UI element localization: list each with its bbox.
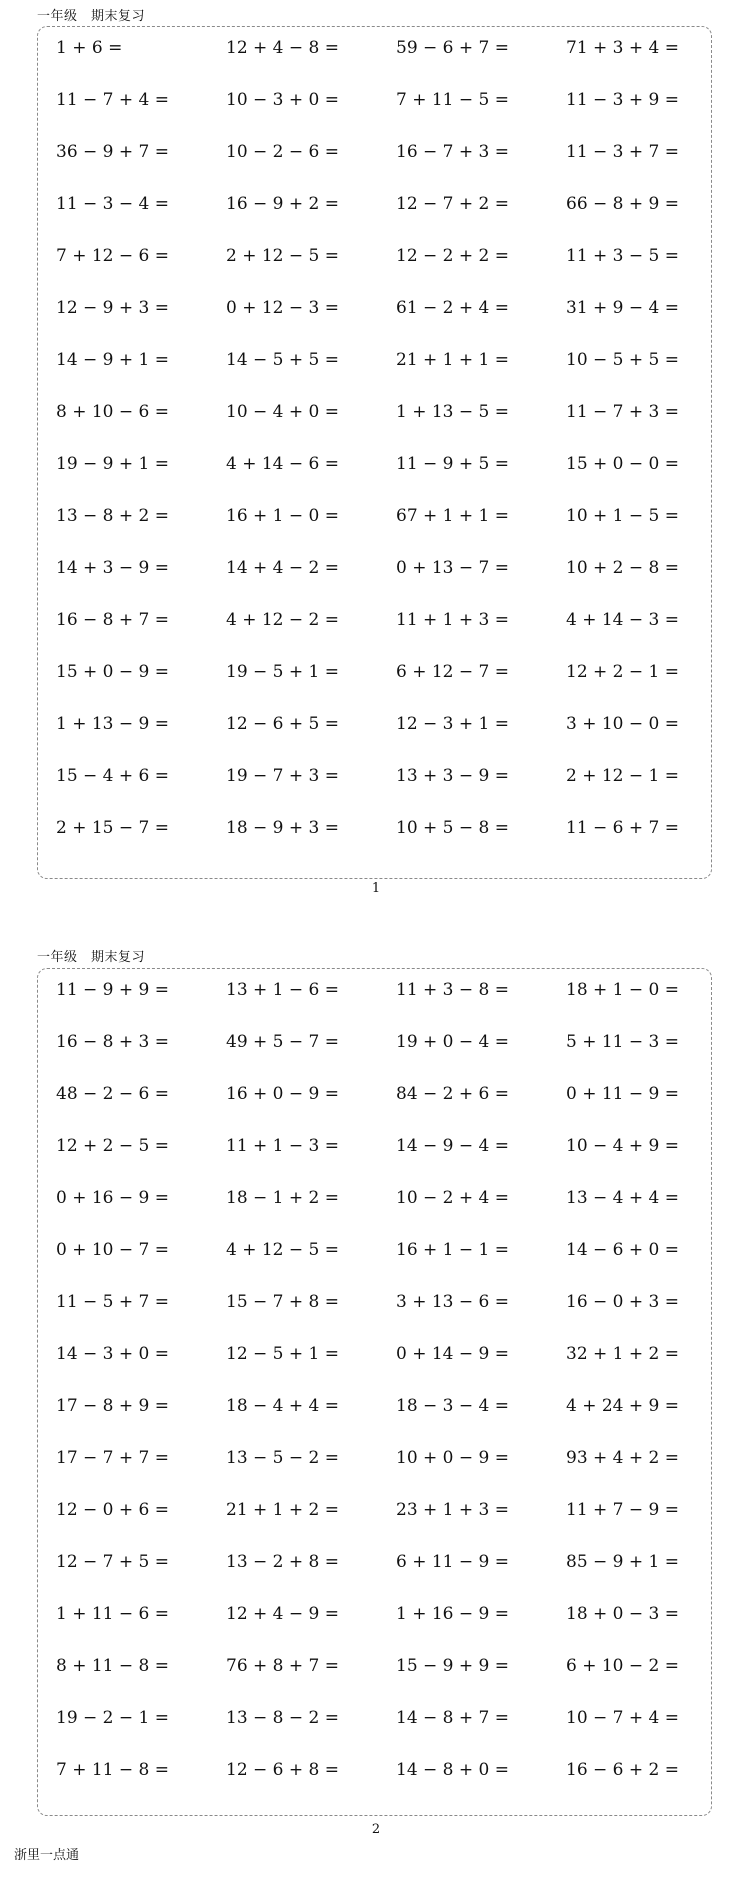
math-problem: 13 − 8 + 2 =	[56, 506, 170, 526]
math-problem: 18 + 1 − 0 =	[566, 980, 680, 1000]
math-problem: 3 + 10 − 0 =	[566, 714, 680, 734]
math-problem: 14 + 4 − 2 =	[226, 558, 340, 578]
math-problem: 8 + 11 − 8 =	[56, 1656, 170, 1676]
math-problem: 19 + 0 − 4 =	[396, 1032, 510, 1052]
math-problem: 11 − 6 + 7 =	[566, 818, 680, 838]
worksheet-page-2	[37, 968, 712, 1816]
math-problem: 5 + 11 − 3 =	[566, 1032, 680, 1052]
math-problem: 15 + 0 − 9 =	[56, 662, 170, 682]
math-problem: 14 − 3 + 0 =	[56, 1344, 170, 1364]
math-problem: 11 − 7 + 4 =	[56, 90, 170, 110]
math-problem: 12 − 2 + 2 =	[396, 246, 510, 266]
math-problem: 11 − 5 + 7 =	[56, 1292, 170, 1312]
math-problem: 4 + 12 − 5 =	[226, 1240, 340, 1260]
math-problem: 61 − 2 + 4 =	[396, 298, 510, 318]
math-problem: 2 + 12 − 1 =	[566, 766, 680, 786]
math-problem: 10 + 1 − 5 =	[566, 506, 680, 526]
math-problem: 11 − 3 − 4 =	[56, 194, 170, 214]
math-problem: 12 − 0 + 6 =	[56, 1500, 170, 1520]
math-problem: 10 − 5 + 5 =	[566, 350, 680, 370]
math-problem: 59 − 6 + 7 =	[396, 38, 510, 58]
problem-grid	[56, 37, 711, 869]
page-2-header: 一年级 期末复习	[37, 950, 146, 965]
math-problem: 16 − 6 + 2 =	[566, 1760, 680, 1780]
math-problem: 4 + 12 − 2 =	[226, 610, 340, 630]
math-problem: 14 − 8 + 0 =	[396, 1760, 510, 1780]
math-problem: 7 + 11 − 8 =	[56, 1760, 170, 1780]
math-problem: 84 − 2 + 6 =	[396, 1084, 510, 1104]
math-problem: 12 − 5 + 1 =	[226, 1344, 340, 1364]
math-problem: 12 − 9 + 3 =	[56, 298, 170, 318]
math-problem: 13 − 4 + 4 =	[566, 1188, 680, 1208]
math-problem: 0 + 11 − 9 =	[566, 1084, 680, 1104]
math-problem: 12 + 4 − 8 =	[226, 38, 340, 58]
math-problem: 17 − 7 + 7 =	[56, 1448, 170, 1468]
math-problem: 12 − 7 + 2 =	[396, 194, 510, 214]
math-problem: 48 − 2 − 6 =	[56, 1084, 170, 1104]
math-problem: 11 + 1 + 3 =	[396, 610, 510, 630]
math-problem: 16 − 7 + 3 =	[396, 142, 510, 162]
math-problem: 21 + 1 + 2 =	[226, 1500, 340, 1520]
math-problem: 12 + 2 − 1 =	[566, 662, 680, 682]
math-problem: 11 − 9 + 5 =	[396, 454, 510, 474]
math-problem: 4 + 14 − 3 =	[566, 610, 680, 630]
page-1-header: 一年级 期末复习	[37, 9, 146, 24]
math-problem: 6 + 11 − 9 =	[396, 1552, 510, 1572]
math-problem: 13 + 1 − 6 =	[226, 980, 340, 1000]
math-problem: 0 + 16 − 9 =	[56, 1188, 170, 1208]
math-problem: 1 + 11 − 6 =	[56, 1604, 170, 1624]
math-problem: 4 + 24 + 9 =	[566, 1396, 680, 1416]
math-problem: 14 − 6 + 0 =	[566, 1240, 680, 1260]
math-problem: 16 − 8 + 3 =	[56, 1032, 170, 1052]
math-problem: 10 + 0 − 9 =	[396, 1448, 510, 1468]
math-problem: 13 − 8 − 2 =	[226, 1708, 340, 1728]
math-problem: 16 + 1 − 1 =	[396, 1240, 510, 1260]
math-problem: 6 + 10 − 2 =	[566, 1656, 680, 1676]
math-problem: 16 + 1 − 0 =	[226, 506, 340, 526]
math-problem: 0 + 10 − 7 =	[56, 1240, 170, 1260]
math-problem: 15 − 9 + 9 =	[396, 1656, 510, 1676]
math-problem: 10 − 2 + 4 =	[396, 1188, 510, 1208]
math-problem: 8 + 10 − 6 =	[56, 402, 170, 422]
math-problem: 11 − 3 + 9 =	[566, 90, 680, 110]
math-problem: 14 + 3 − 9 =	[56, 558, 170, 578]
page-number: 1	[371, 881, 381, 896]
math-problem: 14 − 9 − 4 =	[396, 1136, 510, 1156]
math-problem: 13 − 2 + 8 =	[226, 1552, 340, 1572]
math-problem: 18 − 1 + 2 =	[226, 1188, 340, 1208]
math-problem: 2 + 15 − 7 =	[56, 818, 170, 838]
math-problem: 10 + 5 − 8 =	[396, 818, 510, 838]
math-problem: 66 − 8 + 9 =	[566, 194, 680, 214]
math-problem: 15 − 4 + 6 =	[56, 766, 170, 786]
math-problem: 32 + 1 + 2 =	[566, 1344, 680, 1364]
math-problem: 16 − 9 + 2 =	[226, 194, 340, 214]
math-problem: 11 + 7 − 9 =	[566, 1500, 680, 1520]
math-problem: 21 + 1 + 1 =	[396, 350, 510, 370]
math-problem: 19 − 2 − 1 =	[56, 1708, 170, 1728]
math-problem: 10 + 2 − 8 =	[566, 558, 680, 578]
math-problem: 0 + 14 − 9 =	[396, 1344, 510, 1364]
math-problem: 11 − 7 + 3 =	[566, 402, 680, 422]
math-problem: 16 − 8 + 7 =	[56, 610, 170, 630]
footer-brand: 浙里一点通	[14, 1848, 80, 1863]
math-problem: 10 − 3 + 0 =	[226, 90, 340, 110]
math-problem: 11 + 1 − 3 =	[226, 1136, 340, 1156]
math-problem: 6 + 12 − 7 =	[396, 662, 510, 682]
math-problem: 36 − 9 + 7 =	[56, 142, 170, 162]
math-problem: 19 − 5 + 1 =	[226, 662, 340, 682]
math-problem: 23 + 1 + 3 =	[396, 1500, 510, 1520]
math-problem: 2 + 12 − 5 =	[226, 246, 340, 266]
math-problem: 3 + 13 − 6 =	[396, 1292, 510, 1312]
math-problem: 76 + 8 + 7 =	[226, 1656, 340, 1676]
math-problem: 16 − 0 + 3 =	[566, 1292, 680, 1312]
math-problem: 93 + 4 + 2 =	[566, 1448, 680, 1468]
math-problem: 0 + 12 − 3 =	[226, 298, 340, 318]
math-problem: 1 + 6 =	[56, 38, 123, 58]
math-problem: 12 − 3 + 1 =	[396, 714, 510, 734]
math-problem: 1 + 16 − 9 =	[396, 1604, 510, 1624]
math-problem: 1 + 13 − 5 =	[396, 402, 510, 422]
math-problem: 10 − 2 − 6 =	[226, 142, 340, 162]
math-problem: 12 − 7 + 5 =	[56, 1552, 170, 1572]
math-problem: 19 − 7 + 3 =	[226, 766, 340, 786]
math-problem: 18 + 0 − 3 =	[566, 1604, 680, 1624]
math-problem: 12 − 6 + 5 =	[226, 714, 340, 734]
math-problem: 49 + 5 − 7 =	[226, 1032, 340, 1052]
math-problem: 10 − 4 + 0 =	[226, 402, 340, 422]
page-number: 2	[371, 1822, 381, 1837]
math-problem: 11 + 3 − 5 =	[566, 246, 680, 266]
math-problem: 18 − 3 − 4 =	[396, 1396, 510, 1416]
math-problem: 17 − 8 + 9 =	[56, 1396, 170, 1416]
math-problem: 19 − 9 + 1 =	[56, 454, 170, 474]
math-problem: 13 + 3 − 9 =	[396, 766, 510, 786]
math-problem: 14 − 5 + 5 =	[226, 350, 340, 370]
math-problem: 85 − 9 + 1 =	[566, 1552, 680, 1572]
math-problem: 67 + 1 + 1 =	[396, 506, 510, 526]
math-problem: 15 + 0 − 0 =	[566, 454, 680, 474]
math-problem: 71 + 3 + 4 =	[566, 38, 680, 58]
math-problem: 11 − 3 + 7 =	[566, 142, 680, 162]
math-problem: 13 − 5 − 2 =	[226, 1448, 340, 1468]
math-problem: 0 + 13 − 7 =	[396, 558, 510, 578]
math-problem: 14 − 9 + 1 =	[56, 350, 170, 370]
math-problem: 31 + 9 − 4 =	[566, 298, 680, 318]
problem-grid	[56, 979, 711, 1811]
math-problem: 7 + 11 − 5 =	[396, 90, 510, 110]
math-problem: 11 + 3 − 8 =	[396, 980, 510, 1000]
math-problem: 1 + 13 − 9 =	[56, 714, 170, 734]
math-problem: 12 − 6 + 8 =	[226, 1760, 340, 1780]
math-problem: 16 + 0 − 9 =	[226, 1084, 340, 1104]
math-problem: 10 − 7 + 4 =	[566, 1708, 680, 1728]
math-problem: 15 − 7 + 8 =	[226, 1292, 340, 1312]
worksheet-page-1	[37, 26, 712, 879]
math-problem: 18 − 4 + 4 =	[226, 1396, 340, 1416]
math-problem: 10 − 4 + 9 =	[566, 1136, 680, 1156]
math-problem: 18 − 9 + 3 =	[226, 818, 340, 838]
math-problem: 12 + 4 − 9 =	[226, 1604, 340, 1624]
math-problem: 14 − 8 + 7 =	[396, 1708, 510, 1728]
math-problem: 11 − 9 + 9 =	[56, 980, 170, 1000]
math-problem: 4 + 14 − 6 =	[226, 454, 340, 474]
math-problem: 12 + 2 − 5 =	[56, 1136, 170, 1156]
math-problem: 7 + 12 − 6 =	[56, 246, 170, 266]
